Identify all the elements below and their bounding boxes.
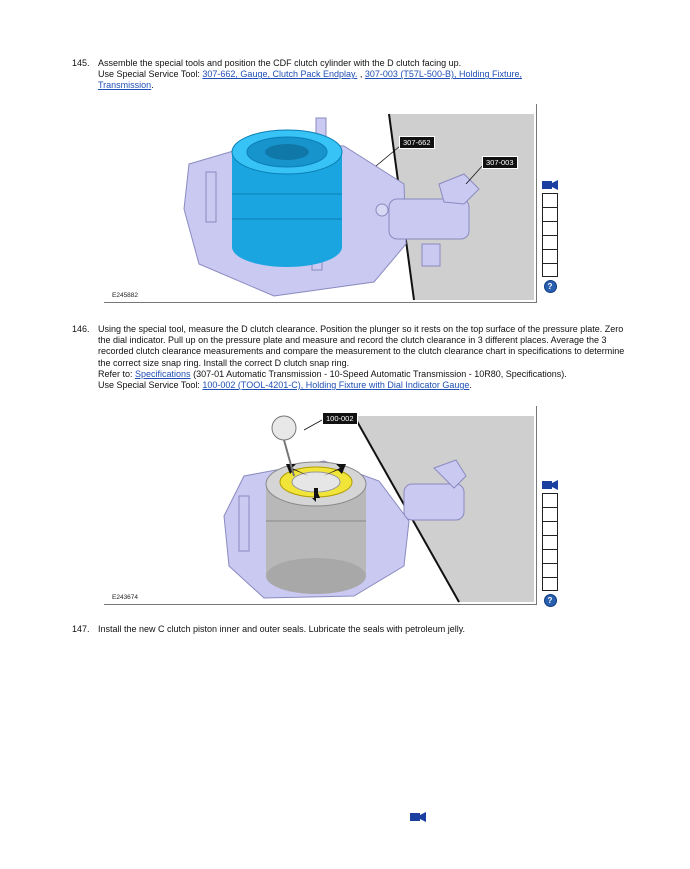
step-147 [72, 624, 632, 635]
step-text: Install the new C clutch piston inner and outer seals. Lubricate the seals with petroleum jelly. [98, 624, 466, 634]
figure-e243674 [104, 406, 536, 604]
tool-line: Use Special Service Tool: 307-662, Gauge, Clutch Pack Endplay. , 307-003 (T57L-500-B), Holding Fixture, [98, 69, 522, 80]
note-box [542, 549, 558, 563]
note-box [542, 535, 558, 549]
tool-link-307-003-cont[interactable]: Transmission [98, 80, 152, 91]
figure-illustration [104, 104, 536, 302]
step-146 [72, 324, 632, 391]
note-box [542, 577, 558, 591]
note-box [542, 263, 558, 277]
figure-code: E243674 [112, 594, 139, 601]
help-icon[interactable]: ? [544, 594, 557, 607]
tool-link-100-002[interactable]: 100-002 (TOOL-4201-C), Holding Fixture with Dial Indicator Gauge [202, 380, 470, 391]
help-icon[interactable]: ? [544, 280, 557, 293]
note-box [542, 207, 558, 221]
step-number: 146. [72, 324, 90, 334]
tool-link-307-662[interactable]: 307-662, Gauge, Clutch Pack Endplay. [202, 69, 358, 80]
note-box [542, 521, 558, 535]
step-145: 145. Assemble the special tools and position the CDF clutch cylinder with the D clutch facing up. Use Special Service Tool: 307-662, Gauge, Clutch Pack Endplay. , 307-003 (T57L-500-B), Holding Fixture, Transmission. [72, 58, 632, 92]
note-box [542, 507, 558, 521]
note-box [542, 563, 558, 577]
figure-illustration [104, 406, 536, 604]
note-box [542, 493, 558, 507]
note-box [542, 235, 558, 249]
tool-link-307-003[interactable]: 307-003 (T57L-500-B), Holding Fixture, [364, 69, 522, 80]
tool-line: Use Special Service Tool: 100-002 (TOOL-4201-C), Holding Fixture with Dial Indicator Gauge. [98, 380, 472, 391]
specifications-link[interactable]: Specifications [135, 368, 191, 379]
note-box [542, 193, 558, 207]
callout-307-003: 307-003 [482, 156, 518, 169]
figure-e245882 [104, 104, 536, 302]
step-text: Using the special tool, measure the D clutch clearance. Position the plunger so it rests on the top surface of the pressure plate. Zero the dial indicator. Pull up on the pressure plate and measure and record the clutch clearance in 3 different places. Average the 3 recorded clutch clearance measurements and compare the measurement to the clutch clearance chart in specifications to determine the correct size snap ring. Install the correct D clutch snap ring. [98, 324, 625, 368]
video-camera-icon[interactable] [542, 480, 558, 490]
callout-100-002: 100-002 [322, 412, 358, 425]
step-text: Assemble the special tools and position the CDF clutch cylinder with the D clutch facing up. [98, 58, 462, 68]
refer-line: Refer to: Specifications (307-01 Automatic Transmission - 10-Speed Automatic Transmission - 10R80, Specifications). [98, 368, 567, 379]
figure-2-sidebar [542, 480, 558, 607]
step-number: 147. [72, 624, 90, 634]
video-camera-icon[interactable] [410, 812, 426, 822]
note-box [542, 221, 558, 235]
figure-1-sidebar [542, 180, 558, 293]
note-box [542, 249, 558, 263]
step-number: 145. [72, 58, 90, 68]
callout-307-662: 307-662 [399, 136, 435, 149]
video-camera-icon[interactable] [542, 180, 558, 190]
figure-code: E245882 [112, 292, 139, 299]
